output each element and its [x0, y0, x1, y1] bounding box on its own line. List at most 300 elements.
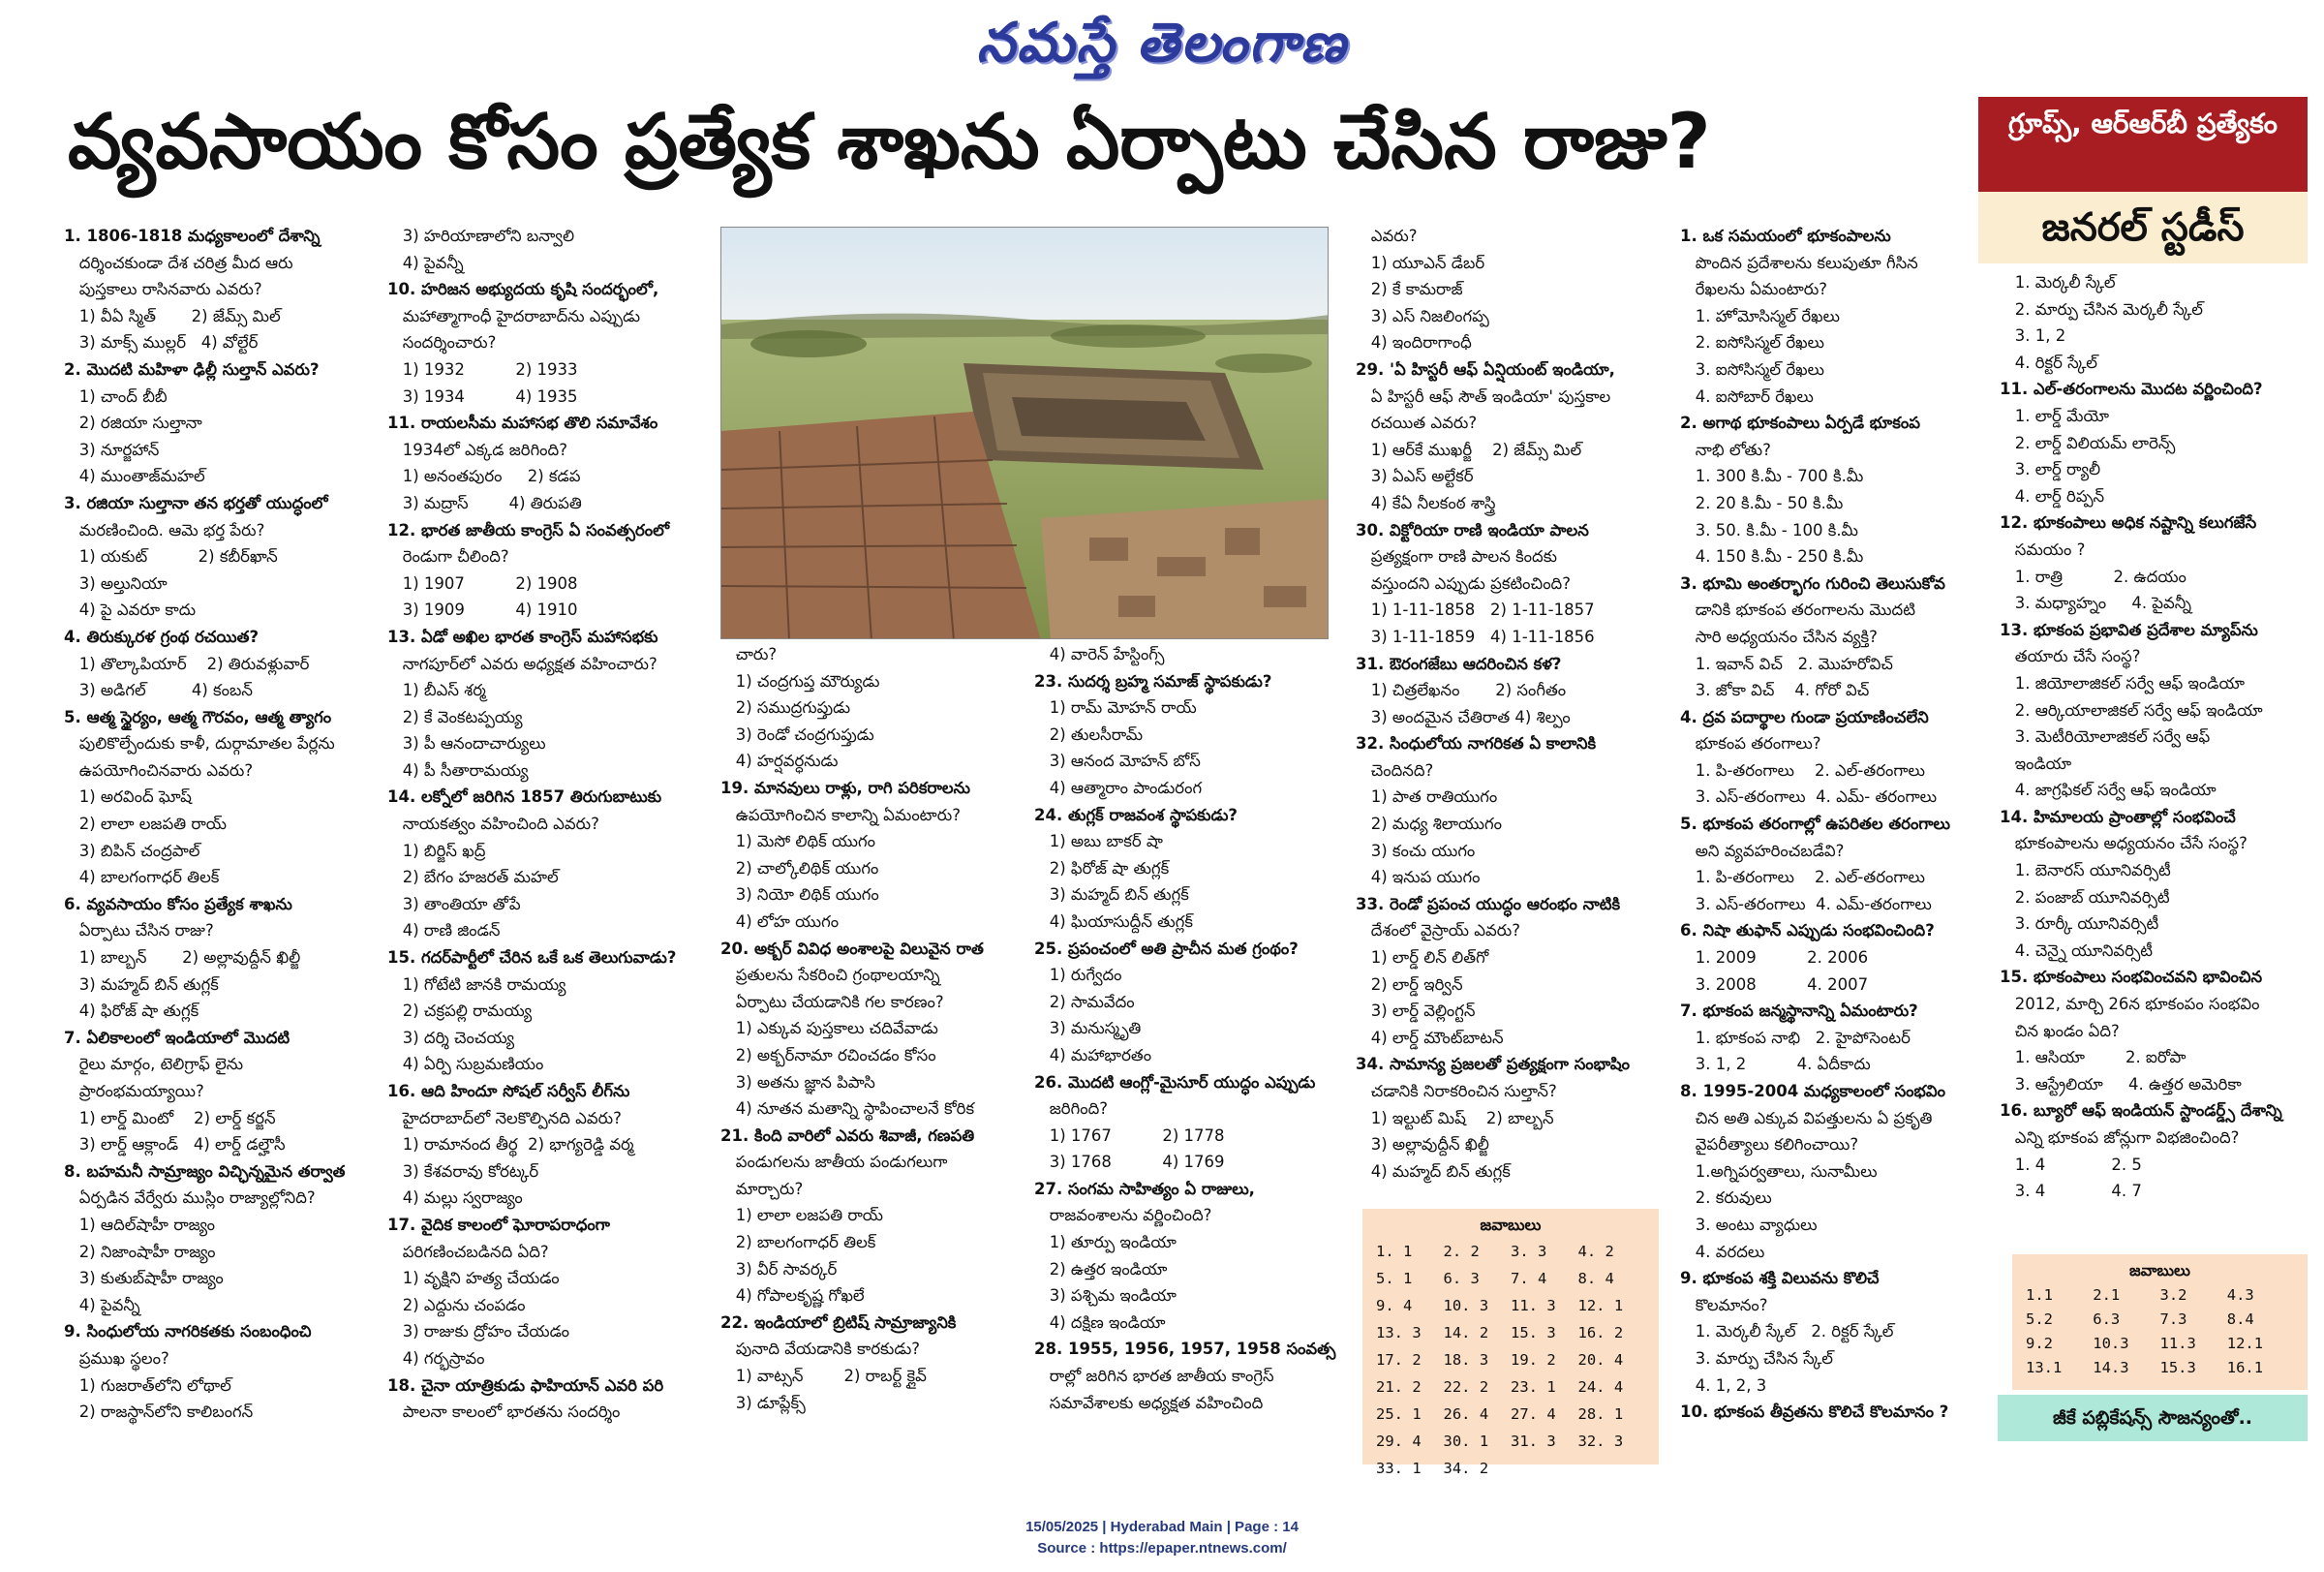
- option-line: 4) రాణి జిండన్‌: [402, 921, 501, 940]
- answer-cell: 14.3: [2093, 1359, 2129, 1376]
- option-line: 3. 1, 2: [2000, 326, 2066, 346]
- option-line: 4. ఐసోబార్‌ రేఖలు: [1680, 386, 1814, 406]
- option-line: 4. జాగ్రఫికల్‌ సర్వే ఆఫ్‌ ఇండియా: [2000, 781, 2217, 800]
- option-line: నాయకత్వం వహించింది ఎవరు?: [387, 815, 599, 834]
- answer-cell: 11. 3: [1511, 1297, 1556, 1314]
- option-line: రైలు మార్గం, టెలిగ్రాఫ్‌ లైను: [64, 1055, 244, 1074]
- section-subject: జనరల్‌ స్టడీస్‌: [1978, 192, 2308, 263]
- option-line: 1) లార్డ్‌ మింటో 2) లార్డ్‌ కర్జన్‌: [78, 1108, 276, 1127]
- option-line: 3) ఎస్‌ నిజలింగప్ప: [1356, 306, 1489, 325]
- option-line: 3) నియో లిథిక్‌ యుగం: [720, 885, 879, 905]
- answer-cell: 8. 4: [1577, 1270, 1614, 1287]
- question-line: 14. లక్నోలో జరిగిన 1857 తిరుగుబాటుకు: [387, 787, 662, 807]
- answer-cell: 16. 2: [1577, 1324, 1624, 1341]
- option-line: 4) మహ్మద్‌ బిన్‌ తుగ్లక్‌: [1370, 1161, 1511, 1181]
- answer-cell: 31. 3: [1511, 1433, 1556, 1450]
- question-line: 26. మొదటి ఆంగ్లో-మైసూర్‌ యుద్ధం ఎప్పుడు: [1034, 1072, 1316, 1092]
- option-line: 1. 4 2. 5: [2000, 1155, 2142, 1174]
- option-line: 1. హోమోసిస్మల్‌ రేఖలు: [1680, 306, 1840, 325]
- question-column-5: [1356, 223, 1675, 1185]
- answer-cell: 1.1: [2026, 1286, 2053, 1304]
- option-line: 1) 1767 2) 1778: [1034, 1125, 1225, 1145]
- option-line: హైదరాబాద్‌లో నెలకొల్పినది ఎవరు?: [387, 1108, 622, 1127]
- answer-cell: 1. 1: [1376, 1243, 1413, 1260]
- option-line: 2) బాలగంగాధర్‌ తిలక్‌: [735, 1233, 876, 1252]
- option-line: డానికి భూకంప తరంగాలను మొదటి: [1680, 601, 1915, 620]
- option-line: 1) యూఎన్‌ డేబర్‌: [1370, 253, 1485, 272]
- option-line: 3) బిపిన్‌ చంద్రపాల్‌: [78, 841, 200, 860]
- question-line: 30. విక్టోరియా రాణి ఇండియా పాలన: [1356, 520, 1589, 539]
- option-line: 4) వారెన్‌ హేస్టింగ్స్‌: [1049, 645, 1165, 663]
- option-line: 3) పీ ఆనందాచార్యులు: [387, 734, 546, 754]
- option-line: పాలనా కాలంలో భారతను సందర్శిం: [387, 1402, 621, 1422]
- option-line: 4) పై ఎవరూ కాదు: [64, 601, 197, 620]
- option-line: 2. పంజాబ్‌ యూనివర్సిటీ: [2000, 887, 2170, 907]
- option-line: 3) లార్డ్‌ వెల్లింగ్టన్‌: [1370, 1002, 1476, 1021]
- option-line: 3) వీర్‌ సావర్కర్‌: [735, 1259, 838, 1279]
- option-line: 3. 50. కి.మీ - 100 కి.మీ: [1680, 520, 1859, 539]
- option-line: 1) బీఎస్‌ శర్మ: [387, 681, 486, 700]
- option-line: 3) కేశవరావు కోరట్కర్‌: [402, 1161, 539, 1181]
- option-line: మహాత్మాగాంధీ హైదరాబాద్‌ను ఎప్పుడు: [387, 306, 641, 325]
- answer-cell: 8.4: [2226, 1310, 2254, 1328]
- option-line: తయారు చేసే సంస్థ?: [2000, 647, 2141, 666]
- option-line: 1) బాల్బన్‌ 2) అల్లావుద్దీన్‌ ఖిల్జీ: [64, 948, 301, 968]
- option-line: పులికొల్పేందుకు కాళీ, దుర్గామాతల పేర్లను: [64, 734, 335, 754]
- option-line: 4) ఏర్పి సుబ్రమణియం: [387, 1055, 544, 1074]
- question-line: 12. భూకంపాలు అధిక నష్టాన్ని కలుగజేసే: [2000, 513, 2257, 533]
- question-line: 14. హిమాలయ ప్రాంతాల్లో సంభవించే: [2000, 807, 2236, 826]
- option-line: 1) అరవింద్‌ ఘోష్‌: [78, 787, 192, 807]
- option-line: 3) 1934 4) 1935: [387, 386, 578, 406]
- question-line: 5. భూకంప తరంగాల్లో ఉపరితల తరంగాలు: [1680, 815, 1950, 834]
- option-line: 1. మెర్కలీ స్కేల్‌: [2014, 273, 2116, 292]
- option-line: 2. కరువులు: [1680, 1188, 1772, 1208]
- option-line: 4. రిక్టర్‌ స్కేల్‌: [2014, 353, 2097, 372]
- question-line: 10. హరిజన అభ్యుదయ కృషి సందర్భంలో,: [387, 280, 659, 299]
- option-line: ప్రముఖ స్థలం?: [64, 1348, 169, 1368]
- option-line: 3. ఎస్‌-తరంగాలు 4. ఎమ్‌- తరంగాలు: [1680, 787, 1938, 807]
- option-line: 2012, మార్చి 26న భూకంపం సంభవిం: [2000, 995, 2260, 1014]
- option-line: పుస్తకాలు రాసినవారు ఎవరు?: [64, 280, 262, 299]
- option-line: 3. 2008 4. 2007: [1680, 974, 1869, 994]
- section-tag: గ్రూప్స్‌, ఆర్‌ఆర్‌బీ ప్రత్యేకం: [1978, 97, 2308, 192]
- question-line: 24. తుగ్లక్‌ రాజవంశ స్థాపకుడు?: [1034, 805, 1238, 824]
- question-line: 18. చైనా యాత్రికుడు ఫాహియాన్‌ ఎవరి పరి: [387, 1375, 664, 1395]
- masthead-logo: నమస్తే తెలంగాణ: [976, 11, 1348, 75]
- option-line: 1) తూర్పు ఇండియా: [1034, 1233, 1177, 1252]
- question-line: 7. భూకంప జన్మస్థానాన్ని ఏమంటారు?: [1680, 1002, 1918, 1021]
- option-line: 2) సముద్రగుప్తుడు: [720, 698, 851, 718]
- question-line: 15. భూకంపాలు సంభవించవని భావించిన: [2000, 968, 2263, 987]
- option-line: 1.అగ్నిపర్వతాలు, సునామీలు: [1680, 1161, 1878, 1181]
- answer-key-history: [1362, 1209, 1659, 1477]
- option-line: రాజవంశాలను వర్ణించింది?: [1034, 1206, 1212, 1225]
- question-line: 16. ఆది హిందూ సోషల్‌ సర్వీస్‌ లీగ్‌ను: [387, 1082, 630, 1100]
- question-column-4: [1034, 641, 1359, 1416]
- question-line: 9. సింధులోయ నాగరికతకు సంబంధించి: [64, 1322, 312, 1341]
- question-line: 3. భూమి అంతర్భాగం గురించి తెలుసుకోవ: [1680, 573, 1945, 593]
- answer-cell: 10.3: [2093, 1335, 2129, 1352]
- answer-cell: 4.3: [2226, 1286, 2254, 1304]
- option-line: 3) మనుస్మృతి: [1034, 1019, 1142, 1038]
- option-line: పండుగలను జాతీయ పండుగలుగా: [720, 1153, 948, 1172]
- option-line: 4) ఘియాసుద్దీన్‌ తుగ్లక్‌: [1049, 911, 1193, 931]
- question-line: 4. తిరుక్కురళ గ్రంథ రచయిత?: [64, 627, 260, 646]
- option-line: చడానికి నిరాకరించిన సుల్తాన్‌?: [1356, 1082, 1557, 1100]
- question-line: 32. సింధులోయ నాగరికత ఏ కాలానికి: [1356, 734, 1597, 754]
- option-line: ప్రారంభమయ్యాయి?: [64, 1082, 204, 1100]
- answer-cell: 2.1: [2093, 1286, 2121, 1304]
- answer-cell: 19. 2: [1511, 1351, 1556, 1369]
- option-line: 2) కే కామరాజ్‌: [1370, 280, 1463, 299]
- option-line: 1) చిత్రలేఖనం 2) సంగీతం: [1356, 681, 1567, 700]
- option-line: 1. మెర్కలీ స్కేల్‌ 2. రిక్టర్‌ స్కేల్‌: [1695, 1322, 1894, 1341]
- question-line: 1. 1806-1818 మధ్యకాలంలో దేశాన్ని: [64, 227, 321, 245]
- option-line: ప్రతులను సేకరించి గ్రంథాలయాన్ని: [720, 966, 940, 985]
- option-line: మార్చారు?: [720, 1179, 804, 1198]
- option-line: 4) బాలగంగాధర్‌ తిలక్‌: [78, 868, 220, 887]
- option-line: పొందిన ప్రదేశాలను కలుపుతూ గీసిన: [1680, 253, 1918, 272]
- option-line: కొలమానం?: [1680, 1295, 1768, 1314]
- option-line: 2) అక్బర్‌నామా రచించడం కోసం: [720, 1045, 936, 1064]
- option-line: 3) రెండో చంద్రగుప్తుడు: [720, 724, 874, 744]
- option-line: 4) మహాభారతం: [1034, 1045, 1152, 1064]
- question-line: 23. సుదర్శ బ్రహ్మ సమాజ్‌ స్థాపకుడు?: [1034, 671, 1272, 691]
- answer-cell: 7. 4: [1511, 1270, 1547, 1287]
- option-line: అని వ్యవహరించబడేవి?: [1680, 841, 1845, 860]
- answer-cell: 32. 3: [1577, 1433, 1624, 1450]
- option-line: భూకంప తరంగాలు?: [1680, 734, 1821, 754]
- question-line: 11. రాయలసీమ మహాసభ తొలి సమావేశం: [387, 414, 658, 433]
- question-line: 19. మానవులు రాళ్లు, రాగి పరికరాలను: [720, 778, 970, 797]
- question-line: 25. ప్రపంచంలో అతి ప్రాచీన మత గ్రంథం?: [1034, 939, 1299, 958]
- option-line: 3) మహ్మద్‌ బిన్‌ తుగ్లక్‌: [78, 974, 219, 994]
- option-line: 3. 4 4. 7: [2000, 1182, 2142, 1201]
- option-line: వస్తుందని ఎప్పుడు ప్రకటించింది?: [1356, 573, 1571, 593]
- option-line: 3) అడిగల్‌ 4) కంబన్‌: [78, 681, 253, 700]
- option-line: ప్రత్యక్షంగా రాణి పాలన కిందకు: [1356, 547, 1558, 567]
- option-line: 4) పీ సీతారామయ్య: [387, 760, 529, 780]
- question-line: 6. నిషా తుఫాన్‌ ఎప్పుడు సంభవించింది?: [1680, 921, 1935, 940]
- option-line: 3. జోకా విచ్‌ 4. గోరో విచ్‌: [1695, 681, 1870, 700]
- option-line: నాభి లోతు?: [1680, 440, 1771, 459]
- answer-cell: 33. 1: [1376, 1460, 1422, 1477]
- answer-cell: 6.3: [2093, 1310, 2121, 1328]
- option-line: సమావేశాలకు అధ్యక్షత వహించింది: [1034, 1393, 1264, 1412]
- answer-cell: 9.2: [2026, 1335, 2053, 1352]
- option-line: నాగపూర్‌లో ఎవరు అధ్యక్షత వహించారు?: [387, 654, 657, 673]
- option-line: 3) అల్లావుద్దీన్‌ ఖిల్జీ: [1356, 1135, 1489, 1155]
- question-line: 13. ఏడో అఖిల భారత కాంగ్రెస్‌ మహాసభకు: [387, 627, 658, 646]
- answer-key-grid: [1376, 1238, 1645, 1482]
- option-line: 4) హర్షవర్ధనుడు: [720, 752, 839, 771]
- option-line: 1) లాలా లజపతి రాయ్‌: [735, 1206, 884, 1225]
- option-line: 1) ఆర్‌కే ముఖర్జీ 2) జేమ్స్‌ మిల్‌: [1370, 440, 1582, 459]
- question-line: 16. బ్యూరో ఆఫ్‌ ఇండియన్‌ స్టాండర్డ్స్‌ దేశాన్ని: [2000, 1101, 2282, 1121]
- option-line: 3) మద్రాస్‌ 4) తిరుపతి: [387, 493, 582, 512]
- option-line: 3) మాక్స్‌ ముల్లర్‌ 4) వోల్టేర్‌: [78, 333, 259, 353]
- question-line: 9. భూకంప శక్తి విలువను కొలిచే: [1680, 1269, 1880, 1288]
- option-line: 3. 1, 2 4. ఏదీకాదు: [1680, 1055, 1871, 1074]
- option-line: 1) 1-11-1858 2) 1-11-1857: [1356, 601, 1595, 620]
- option-line: చిన అతి ఎక్కువ విపత్తులను ఏ ప్రకృతి: [1680, 1108, 1933, 1127]
- option-line: చారు?: [720, 645, 778, 663]
- option-line: 4) దక్షిణ ఇండియా: [1034, 1312, 1166, 1332]
- option-line: దేశంలో వైస్రాయ్‌ ఎవరు?: [1356, 921, 1520, 940]
- question-line: 2. మొదటి మహిళా ఢిల్లీ సుల్తాన్‌ ఎవరు?: [64, 359, 320, 379]
- answer-cell: 17. 2: [1376, 1351, 1422, 1369]
- option-line: 1) వృక్షిని హత్య చేయడం: [387, 1269, 560, 1288]
- option-line: 3. లార్డ్‌ ర్యాలీ: [2000, 460, 2101, 479]
- option-line: ఏ హిస్టరీ ఆఫ్‌ సౌత్‌ ఇండియా' పుస్తకాల: [1356, 386, 1611, 406]
- option-line: 1) బిర్జిస్‌ ఖద్ర్‌: [402, 841, 486, 860]
- option-line: 2) బేగం హజరత్‌ మహల్‌: [402, 868, 559, 887]
- option-line: 1. పి-తరంగాలు 2. ఎల్‌-తరంగాలు: [1680, 760, 1925, 780]
- option-line: 2) రజియా సుల్తానా: [64, 414, 202, 433]
- footer-source-line: Source : https://epaper.ntnews.com/: [1037, 1540, 1287, 1557]
- answer-cell: 28. 1: [1577, 1405, 1624, 1423]
- option-line: ఎవరు?: [1356, 227, 1418, 245]
- answer-cell: 21. 2: [1376, 1378, 1422, 1396]
- option-line: 4. 150 కి.మీ - 250 కి.మీ: [1680, 547, 1864, 567]
- option-line: 1) చాంద్‌ బీబీ: [64, 386, 168, 406]
- option-line: సమయం ?: [2000, 539, 2086, 559]
- answer-cell: 4. 2: [1577, 1243, 1614, 1260]
- page-headline: వ్యవసాయం కోసం ప్రత్యేక శాఖను ఏర్పాటు చేసిన రాజు?: [68, 99, 1711, 186]
- question-line: 13. భూకంప ప్రభావిత ప్రదేశాల మ్యాప్‌ను: [2000, 620, 2258, 639]
- option-line: 3) మహ్మద్‌ బిన్‌ తుగ్లక్‌: [1049, 885, 1189, 905]
- question-line: 11. ఎల్‌-తరంగాలను మొదట వర్ణించింది?: [2000, 380, 2263, 399]
- option-line: 4. లార్డ్‌ రిప్పన్‌: [2014, 486, 2105, 506]
- option-line: 3) నూర్జహాన్‌: [78, 440, 160, 459]
- answer-cell: 10. 3: [1443, 1297, 1489, 1314]
- option-line: 2. ఐసోసిస్మల్‌ రేఖలు: [1680, 333, 1824, 353]
- option-line: 3) 1-11-1859 4) 1-11-1856: [1356, 627, 1595, 646]
- option-line: 1. బెనారస్‌ యూనివర్సిటీ: [2000, 861, 2171, 880]
- option-line: 1. భూకంప నాభి 2. హైపోసెంటర్‌: [1695, 1028, 1911, 1047]
- answer-key-title: జవాబులు: [2129, 1261, 2190, 1279]
- question-line: 33. రెండో ప్రపంచ యుద్ధం ఆరంభం నాటికి: [1356, 894, 1621, 913]
- option-line: 3. ఐసోసిస్మల్‌ రేఖలు: [1680, 359, 1824, 379]
- option-line: 1) యకుట్‌ 2) కబీర్‌ఖాన్‌: [78, 547, 278, 567]
- option-line: 1. 2009 2. 2006: [1680, 948, 1869, 968]
- question-line: 21. కింది వారిలో ఎవరు శివాజీ, గణపతి: [720, 1125, 975, 1145]
- option-line: 2) తులసీరామ్‌: [1049, 724, 1144, 744]
- option-line: 1) ఆదిల్‌షాహీ రాజ్యం: [64, 1215, 216, 1234]
- question-line: 2. అగాథ భూకంపాలు ఏర్పడే భూకంప: [1680, 414, 1920, 433]
- answer-cell: 30. 1: [1443, 1433, 1489, 1450]
- option-line: 1. 300 కి.మీ - 700 కి.మీ: [1680, 467, 1864, 486]
- answer-cell: 11.3: [2159, 1335, 2196, 1352]
- question-column-3: [720, 641, 1040, 1416]
- option-line: 1) రామానంద తీర్థ 2) భాగ్యరెడ్డి వర్మ: [387, 1135, 634, 1155]
- option-line: 4) గర్భస్రావం: [387, 1348, 485, 1368]
- option-line: సందర్శించారు?: [387, 333, 497, 353]
- answer-cell: 22. 2: [1443, 1378, 1489, 1396]
- question-line: 12. భారత జాతీయ కాంగ్రెస్‌ ఏ సంవత్సరంలో: [387, 520, 670, 539]
- option-line: 4) నూతన మతాన్ని స్థాపించాలనే కోరిక: [720, 1099, 975, 1119]
- option-line: 3. రూర్కీ యూనివర్సిటీ: [2000, 914, 2159, 934]
- answer-cell: 6. 3: [1443, 1270, 1480, 1287]
- option-line: సారి అధ్యయనం చేసిన వ్యక్తి?: [1680, 627, 1878, 646]
- question-line: 10. భూకంప తీవ్రతను కొలిచే కొలమానం ?: [1680, 1402, 1949, 1422]
- option-line: 2) మధ్య శిలాయుగం: [1356, 815, 1502, 834]
- answer-cell: 20. 4: [1577, 1351, 1624, 1369]
- option-line: 3) పశ్చిమ ఇండియా: [1034, 1286, 1177, 1306]
- answer-cell: 13. 3: [1376, 1324, 1422, 1341]
- option-line: 4) గోపాలకృష్ణ గోఖలే: [720, 1286, 865, 1306]
- option-line: 3) డూప్లేక్స్‌: [735, 1393, 806, 1412]
- answer-cell: 3. 3: [1511, 1243, 1547, 1260]
- option-line: 1) గోటేటి జానకి రామయ్య: [387, 974, 566, 994]
- option-line: 2) ఉత్తర ఇండియా: [1034, 1259, 1168, 1279]
- option-line: 1) వీఏ స్మిత్ 2) జేమ్స్‌ మిల్‌: [78, 306, 281, 325]
- option-line: 4) మల్లు స్వరాజ్యం: [387, 1188, 523, 1208]
- answer-cell: 12. 1: [1577, 1297, 1624, 1314]
- option-line: 3) ఆనంద మోహన్‌ బోస్‌: [1049, 752, 1201, 771]
- option-line: 2. 20 కి.మీ - 50 కి.మీ: [1680, 493, 1844, 512]
- option-line: 3) 1768 4) 1769: [1034, 1153, 1225, 1172]
- option-line: ఎన్ని భూకంప జోన్లుగా విభజించింది?: [2000, 1128, 2240, 1147]
- option-line: 1) చంద్రగుప్త మౌర్యుడు: [720, 671, 880, 691]
- option-line: 3) అతను జ్ఞాన పిపాసి: [720, 1072, 875, 1092]
- option-line: ఉపయోగించినవారు ఎవరు?: [64, 760, 254, 780]
- option-line: 1) లార్డ్‌ లిన్‌ లిత్‌గో: [1356, 948, 1489, 968]
- answer-cell: 2. 2: [1443, 1243, 1480, 1260]
- option-line: ఏర్పాటు చేయడానికి గల కారణం?: [720, 992, 944, 1011]
- option-line: రాల్లో జరిగిన భారత జాతీయ కాంగ్రెస్‌: [1049, 1367, 1274, 1386]
- answer-cell: 3.2: [2159, 1286, 2187, 1304]
- question-column-7: [2000, 269, 2319, 1205]
- answer-cell: 23. 1: [1511, 1378, 1556, 1396]
- option-line: పరిగణించబడినది ఏది?: [387, 1242, 549, 1261]
- answer-cell: 25. 1: [1376, 1405, 1422, 1423]
- option-line: 2) చక్రపల్లి రామయ్య: [387, 1002, 533, 1021]
- question-line: 8. 1995-2004 మధ్యకాలంలో సంభవిం: [1680, 1082, 1945, 1100]
- answer-cell: 9. 4: [1376, 1297, 1413, 1314]
- option-line: 1. లార్డ్‌ మేయో: [2000, 406, 2110, 425]
- question-line: 31. ఔరంగజేబు ఆదరించిన కళ?: [1356, 654, 1562, 673]
- option-line: రెండుగా చీలింది?: [387, 547, 509, 567]
- option-line: చిన ఖండం ఏది?: [2000, 1021, 2120, 1040]
- option-line: 4) లార్డ్‌ మౌంట్‌బాటన్‌: [1370, 1028, 1504, 1047]
- option-line: 2) చాల్కోలిథిక్‌ యుగం: [720, 858, 879, 878]
- option-line: 1. పి-తరంగాలు 2. ఎల్‌-తరంగాలు: [1680, 868, 1925, 887]
- question-line: 5. ఆత్మ స్థైర్యం, ఆత్మ గౌరవం, ఆత్మ త్యాగం: [64, 707, 332, 726]
- option-line: 1) తొల్కాపియార్‌ 2) తిరువళ్లువార్‌: [78, 654, 310, 673]
- option-line: భూకంపాలను అధ్యయనం చేసే సంస్థ?: [2000, 834, 2248, 853]
- question-line: 28. 1955, 1956, 1957, 1958 సంవత్స: [1034, 1340, 1336, 1359]
- question-column-2: [387, 223, 717, 1426]
- option-line: 3) లార్డ్‌ ఆక్లాండ్‌ 4) లార్డ్‌ డల్హౌసీ: [64, 1135, 286, 1155]
- option-line: 3. మార్పు చేసిన స్కేల్‌: [1695, 1348, 1833, 1368]
- answer-cell: 16.1: [2226, 1359, 2264, 1376]
- option-line: 1) 1907 2) 1908: [387, 573, 578, 593]
- question-line: 1. ఒక సమయంలో భూకంపాలను: [1680, 227, 1891, 245]
- answer-cell: 14. 2: [1443, 1324, 1489, 1341]
- option-line: 1. ఆసియా 2. ఐరోపా: [2000, 1048, 2186, 1067]
- option-line: 3) హరియాణాలోని బన్వాలి: [387, 227, 575, 245]
- option-line: 4) ఆత్మారాం పాండురంగ: [1034, 778, 1203, 797]
- option-line: 4. వరదలు: [1680, 1242, 1765, 1261]
- option-line: ఇండియా: [2000, 754, 2072, 773]
- question-line: 17. వైదిక కాలంలో ఘోరాపరాధంగా: [387, 1215, 610, 1234]
- question-line: 27. సంగమ సాహిత్యం ఏ రాజులు,: [1034, 1179, 1255, 1198]
- question-column-6: [1680, 223, 2000, 1426]
- option-line: 4. చెన్నై యూనివర్సిటీ: [2000, 940, 2154, 960]
- option-line: 3) అందమైన చేతిరాత 4) శిల్పం: [1356, 707, 1571, 726]
- option-line: 1) అనంతపురం 2) కడప: [387, 467, 581, 486]
- option-line: దర్శించకుండా దేశ చరిత్ర మీద ఆరు: [64, 253, 293, 272]
- question-line: 4. ద్రవ పదార్థాల గుండా ప్రయాణించలేని: [1680, 707, 1929, 726]
- option-line: 3) తాంతియా తోపే: [387, 894, 521, 913]
- option-line: 4) పైవన్నీ: [387, 253, 464, 272]
- question-line: 22. ఇండియాలో బ్రిటిష్‌ సామ్రాజ్యానికి: [720, 1312, 957, 1332]
- question-line: 34. సామాన్య ప్రజలతో ప్రత్యక్షంగా సంభాషిం: [1356, 1055, 1630, 1074]
- option-line: మరణించింది. ఆమె భర్త పేరు?: [64, 520, 265, 539]
- option-line: 1) మెసో లిథిక్‌ యుగం: [720, 832, 875, 851]
- question-line: 3. రజియా సుల్తానా తన భర్తతో యుద్ధంలో: [64, 493, 328, 512]
- answer-cell: 15. 3: [1511, 1324, 1556, 1341]
- option-line: 2) సామవేదం: [1034, 992, 1135, 1011]
- answer-cell: 24. 4: [1577, 1378, 1624, 1396]
- option-line: 4) ముంతాజ్‌మహల్‌: [78, 467, 205, 486]
- option-line: 4. 1, 2, 3: [1680, 1375, 1767, 1395]
- question-line: 7. ఏలికాలంలో ఇండియాలో మొదటి: [64, 1028, 290, 1047]
- option-line: 2. ఆర్కియాలాజికల్‌ సర్వే ఆఫ్‌ ఇండియా: [2000, 700, 2263, 720]
- answer-cell: 27. 4: [1511, 1405, 1556, 1423]
- option-line: రేఖలను ఏమంటారు?: [1680, 280, 1828, 299]
- option-line: 3) కుతుబ్‌షాహీ రాజ్యం: [64, 1269, 224, 1288]
- option-line: 3. అంటు వ్యాధులు: [1680, 1215, 1818, 1234]
- option-line: 2) ఎద్దును చంపడం: [387, 1295, 526, 1314]
- option-line: 1. జియోలాజికల్‌ సర్వే ఆఫ్‌ ఇండియా: [2000, 673, 2245, 693]
- option-line: 1) వాట్సన్‌ 2) రాబర్ట్‌ క్లైవ్‌: [735, 1367, 927, 1386]
- option-line: 2. లార్డ్‌ విలియమ్‌ లారెన్స్‌: [2014, 433, 2176, 452]
- option-line: 4) ఇనుప యుగం: [1356, 868, 1481, 887]
- option-line: 1) ఎక్కువ పుస్తకాలు చదివేవాడు: [720, 1019, 938, 1038]
- option-line: 1. రాత్రి 2. ఉదయం: [2000, 567, 2186, 586]
- question-column-1: [64, 223, 413, 1426]
- archaeological-site-photo: [720, 227, 1329, 639]
- option-line: ఉపయోగించిన కాలాన్ని ఏమంటారు?: [720, 805, 961, 824]
- question-line: 20. అక్బర్‌ వివిధ అంశాలపై విలువైన రాత: [720, 939, 984, 958]
- question-line: 6. వ్యవసాయం కోసం ప్రత్యేక శాఖను: [64, 894, 292, 913]
- option-line: 3) రాజుకు ద్రోహం చేయడం: [387, 1322, 569, 1341]
- option-line: 1) అబు బాకర్‌ షా: [1034, 832, 1163, 851]
- answer-cell: 12.1: [2226, 1335, 2264, 1352]
- option-line: 2) లాలా లజపతి రాయ్‌: [78, 815, 228, 834]
- option-line: 3) కంచు యుగం: [1356, 841, 1476, 860]
- option-line: 1) రామ్‌ మోహన్‌ రాయ్‌: [1049, 698, 1197, 718]
- option-line: 3. మధ్యాహ్నం 4. పైవన్నీ: [2000, 594, 2191, 613]
- answer-cell: 7.3: [2159, 1310, 2187, 1328]
- option-line: ఏర్పాటు చేసిన రాజు?: [64, 921, 214, 940]
- option-line: 3) అల్తునియా: [64, 573, 168, 593]
- question-line: 8. బహమనీ సామ్రాజ్యం విచ్ఛిన్నమైన తర్వాత: [64, 1161, 346, 1181]
- option-line: రచయిత ఎవరు?: [1356, 414, 1478, 433]
- option-line: 2) లార్డ్‌ ఇర్విన్‌: [1370, 974, 1463, 994]
- photo-illustration: [721, 228, 1329, 639]
- answer-cell: 34. 2: [1443, 1460, 1489, 1477]
- answer-cell: 13.1: [2026, 1359, 2063, 1376]
- option-line: పునాది వేయడానికి కారకుడు?: [720, 1340, 921, 1359]
- option-line: 1) ఇల్టుట్‌ మిష్‌ 2) బాల్బన్‌: [1370, 1108, 1554, 1127]
- option-line: 3. మెటీరియోలాజికల్‌ సర్వే ఆఫ్‌: [2014, 727, 2211, 747]
- option-line: 2) రాజస్థాన్‌లోని కాలిబంగన్‌: [78, 1402, 254, 1422]
- option-line: 3. ఎస్‌-తరంగాలు 4. ఎమ్‌-తరంగాలు: [1680, 894, 1932, 913]
